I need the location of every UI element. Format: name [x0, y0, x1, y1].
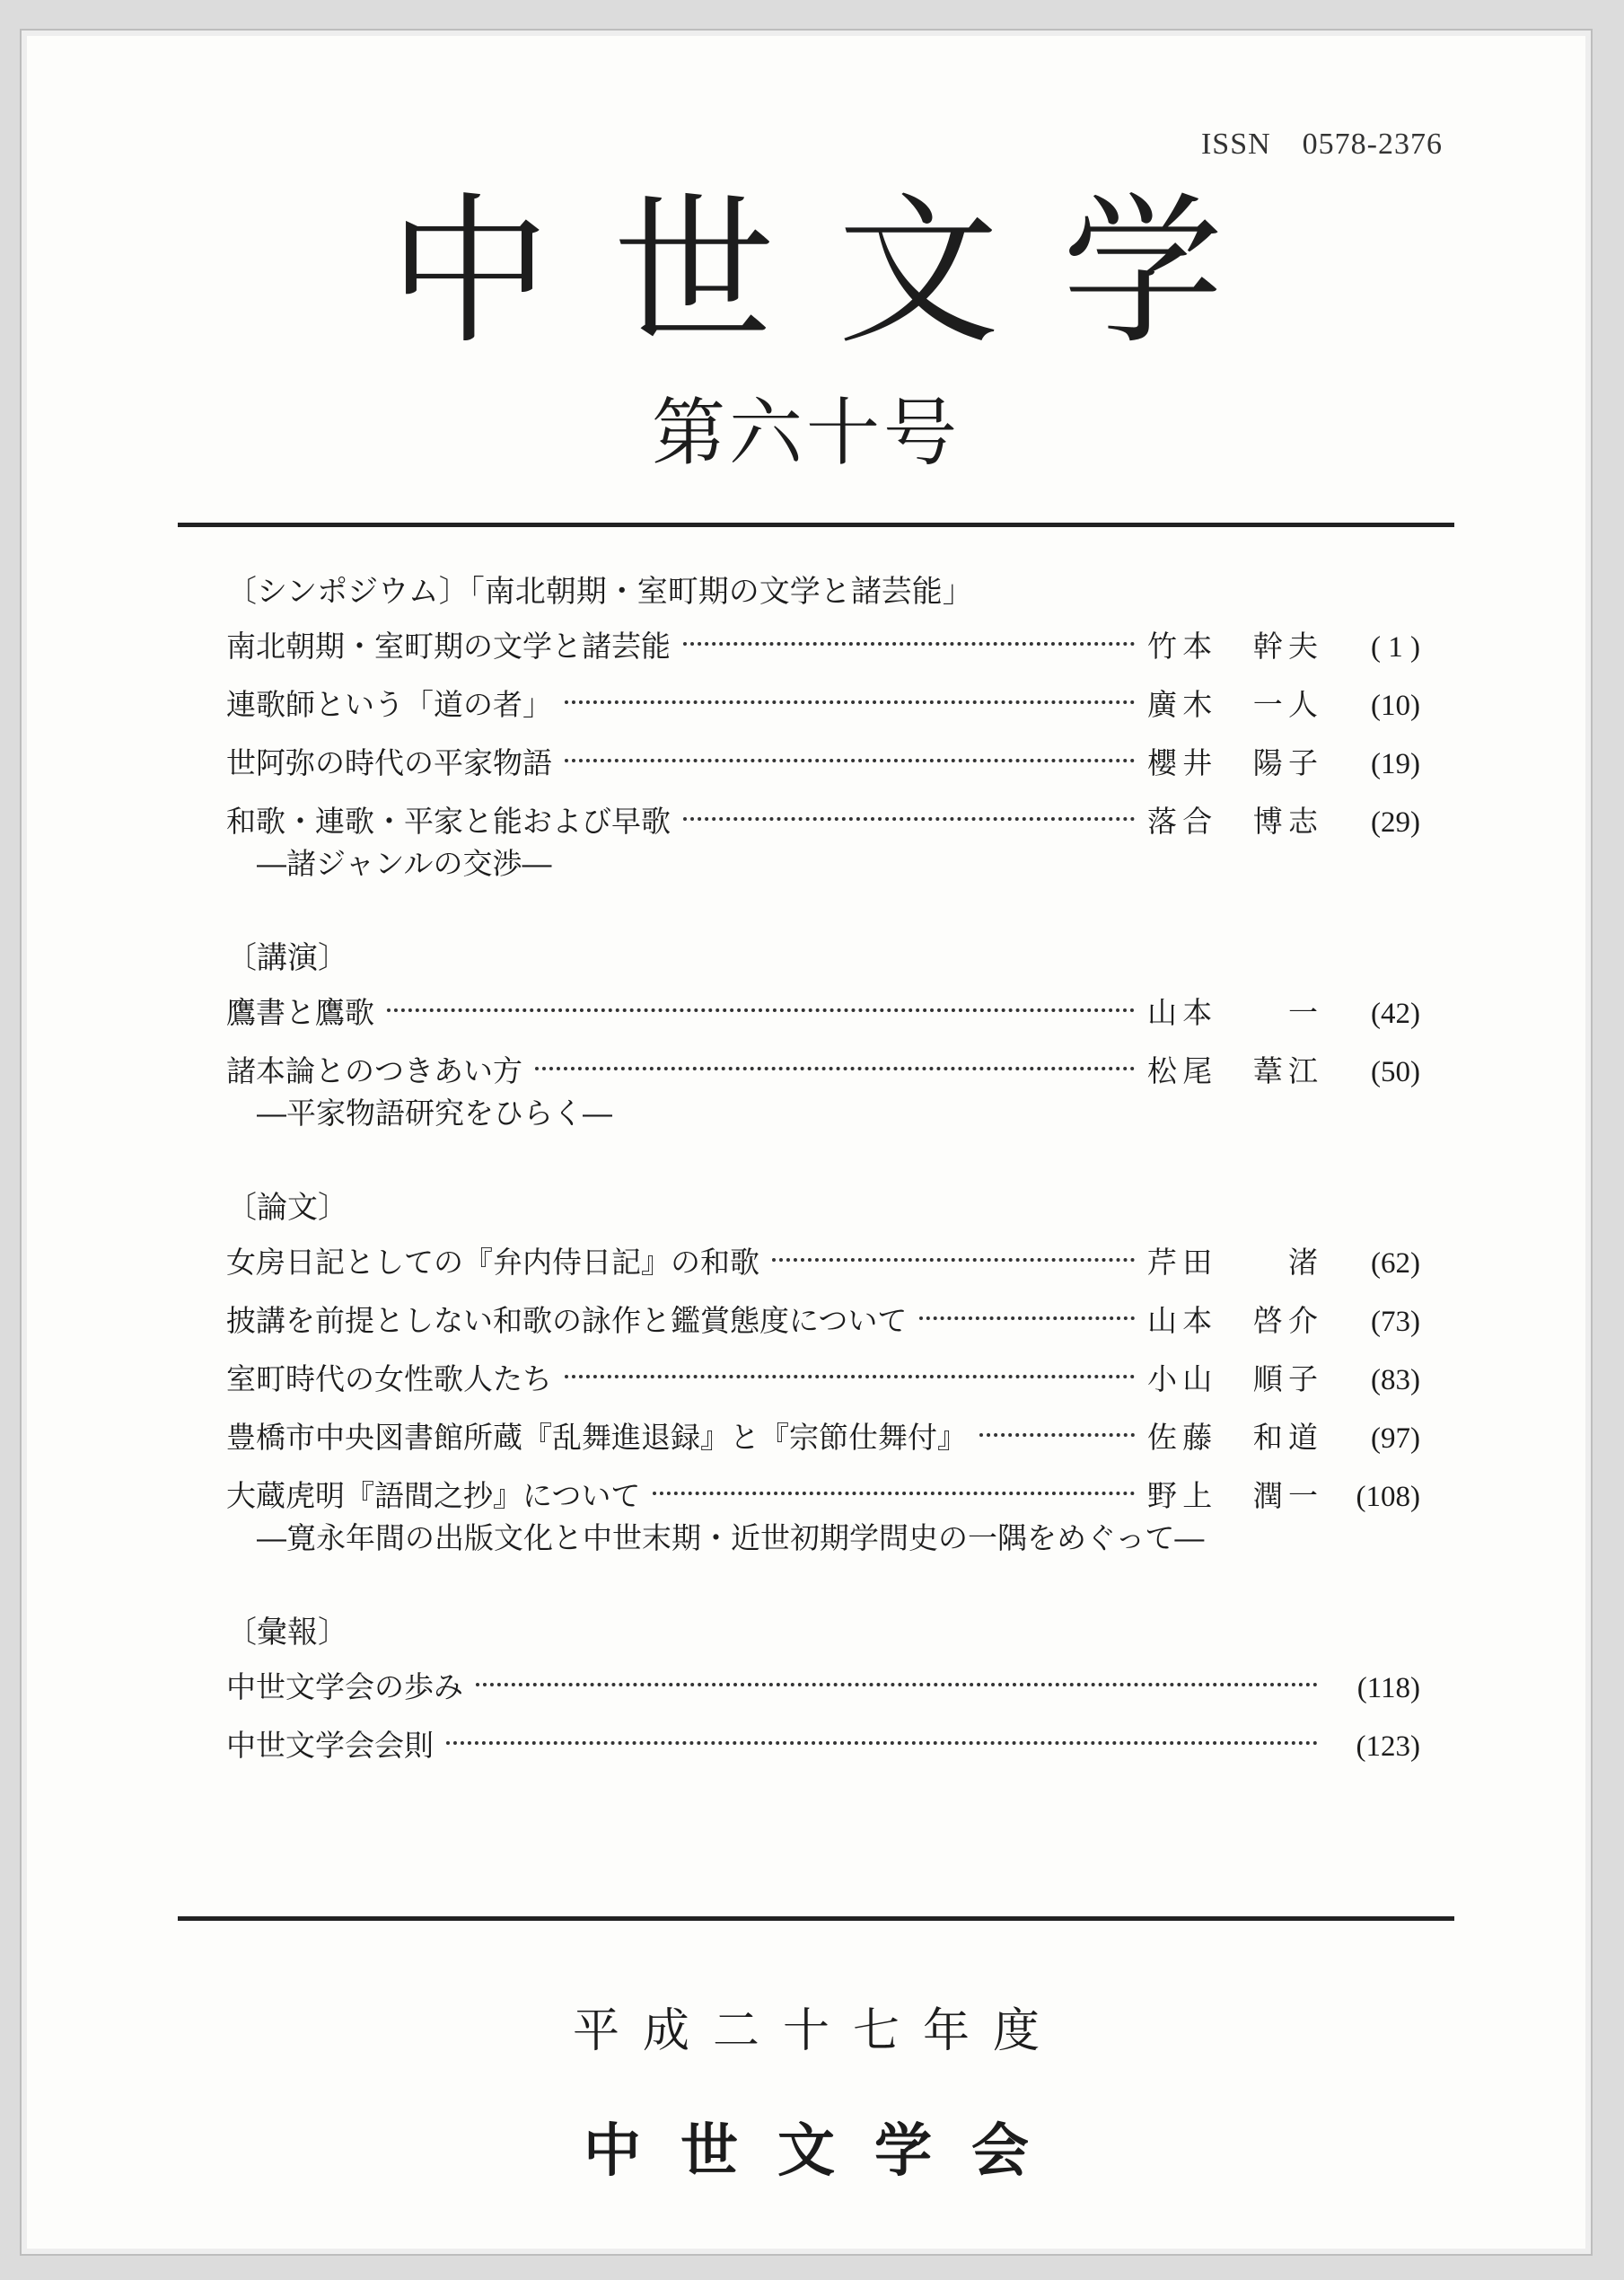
section-heading: 〔彙報〕 — [226, 1615, 348, 1651]
dot-leader — [535, 1067, 1135, 1070]
dot-leader — [919, 1316, 1135, 1320]
entry-page-number: ( 1 ) — [1371, 631, 1420, 664]
toc-entry-line — [226, 1416, 1420, 1460]
toc-section — [226, 1610, 1420, 1768]
toc-entry — [226, 1241, 1420, 1285]
entry-author: 松尾 葦江 — [1147, 1053, 1318, 1088]
entry-title: 鷹書と鷹歌 — [226, 995, 374, 1030]
entry-author: 竹本 幹夫 — [1147, 629, 1318, 664]
top-divider — [178, 523, 1454, 527]
entry-page-number: (118) — [1356, 1672, 1420, 1704]
entry-author: 落合 博志 — [1147, 804, 1318, 839]
entry-page-number: (10) — [1371, 690, 1420, 722]
toc-entry — [226, 1299, 1420, 1343]
entry-author: 野上 潤一 — [1147, 1478, 1318, 1513]
entry-subtitle: ―平家物語研究をひらく― — [257, 1096, 612, 1131]
toc-entry — [226, 625, 1420, 669]
toc-entry-line — [226, 991, 1420, 1035]
toc-entry — [226, 683, 1420, 727]
entry-author: 廣木 一人 — [1147, 687, 1318, 722]
toc-entry — [226, 1358, 1420, 1402]
toc-section — [226, 1185, 1420, 1558]
publisher-name: 中世文学会 — [584, 2117, 1068, 2185]
dot-leader — [565, 1375, 1135, 1378]
dot-leader — [772, 1258, 1135, 1262]
toc-entry — [226, 1416, 1420, 1460]
toc-entry-line — [226, 625, 1420, 669]
toc-entry-line — [226, 1050, 1420, 1094]
fiscal-year: 平成二十七年度 — [572, 2004, 1063, 2058]
toc-entry — [226, 991, 1420, 1035]
entry-title: 和歌・連歌・平家と能および早歌 — [226, 804, 671, 839]
entry-title: 大蔵虎明『語間之抄』について — [226, 1478, 641, 1513]
toc-entry-line — [226, 1666, 1420, 1710]
entry-author: 芹田 渚 — [1147, 1245, 1318, 1280]
dot-leader — [387, 1008, 1135, 1012]
toc-entry-line — [226, 1724, 1420, 1768]
entry-author: 小山 順子 — [1147, 1361, 1318, 1396]
toc-entry-line — [226, 742, 1420, 786]
entry-title: 連歌師という「道の者」 — [226, 687, 552, 722]
entry-author: 山本 啓介 — [1147, 1303, 1318, 1338]
entry-page-number: (97) — [1371, 1422, 1420, 1455]
entry-page-number: (62) — [1371, 1247, 1420, 1280]
issn-number: ISSN 0578-2376 — [1200, 128, 1443, 161]
entry-page-number: (19) — [1371, 748, 1420, 780]
toc-entry-line — [226, 683, 1420, 727]
entry-author: 櫻井 陽子 — [1147, 745, 1318, 780]
entry-author: 山本 一 — [1147, 995, 1318, 1030]
entry-title: 世阿弥の時代の平家物語 — [226, 745, 552, 780]
section-heading: 〔シンポジウム〕「南北朝期・室町期の文学と諸芸能」 — [226, 574, 973, 610]
entry-page-number: (108) — [1356, 1481, 1420, 1513]
entry-title: 中世文学会の歩み — [226, 1669, 463, 1704]
entry-title: 室町時代の女性歌人たち — [226, 1361, 552, 1396]
entry-title: 女房日記としての『弁内侍日記』の和歌 — [226, 1245, 759, 1280]
entry-page-number: (42) — [1371, 998, 1420, 1030]
toc-entry — [226, 1666, 1420, 1710]
toc-entry — [226, 1050, 1420, 1133]
bottom-divider — [178, 1916, 1454, 1921]
entry-title: 披講を前提としない和歌の詠作と鑑賞態度について — [226, 1303, 908, 1338]
table-of-contents — [226, 569, 1420, 1820]
entry-page-number: (123) — [1356, 1730, 1420, 1763]
entry-subtitle: ―寛永年間の出版文化と中世末期・近世初期学問史の一隅をめぐって― — [257, 1520, 1205, 1555]
dot-leader — [565, 759, 1135, 762]
toc-section — [226, 936, 1420, 1133]
toc-entry-line — [226, 1358, 1420, 1402]
toc-entry — [226, 800, 1420, 884]
entry-author: 佐藤 和道 — [1147, 1420, 1318, 1455]
toc-entry-line — [226, 1475, 1420, 1519]
dot-leader — [565, 700, 1135, 704]
section-heading: 〔講演〕 — [226, 940, 348, 976]
toc-entry-line — [226, 1241, 1420, 1285]
toc-entry-line — [226, 1299, 1420, 1343]
entry-title: 南北朝期・室町期の文学と諸芸能 — [226, 629, 671, 664]
journal-cover — [20, 29, 1593, 2256]
section-heading: 〔論文〕 — [226, 1190, 348, 1226]
dot-leader — [683, 817, 1135, 821]
entry-page-number: (50) — [1371, 1056, 1420, 1088]
dot-leader — [446, 1741, 1318, 1745]
entry-page-number: (73) — [1371, 1306, 1420, 1338]
dot-leader — [476, 1683, 1318, 1686]
entry-subtitle: ―諸ジャンルの交渉― — [257, 846, 552, 881]
entry-page-number: (29) — [1371, 806, 1420, 839]
journal-title: 中世文学 — [388, 179, 1286, 366]
toc-entry — [226, 742, 1420, 786]
dot-leader — [653, 1492, 1135, 1495]
dot-leader — [979, 1433, 1135, 1437]
toc-entry-line — [226, 800, 1420, 844]
entry-page-number: (83) — [1371, 1364, 1420, 1396]
issue-number: 第六十号 — [651, 391, 961, 476]
dot-leader — [683, 642, 1135, 646]
entry-title: 中世文学会会則 — [226, 1728, 434, 1763]
toc-entry — [226, 1724, 1420, 1768]
entry-title: 諸本論とのつきあい方 — [226, 1053, 522, 1088]
toc-entry — [226, 1475, 1420, 1558]
toc-section — [226, 569, 1420, 884]
entry-title: 豊橋市中央図書館所蔵『乱舞進退録』と『宗節仕舞付』 — [226, 1420, 967, 1455]
